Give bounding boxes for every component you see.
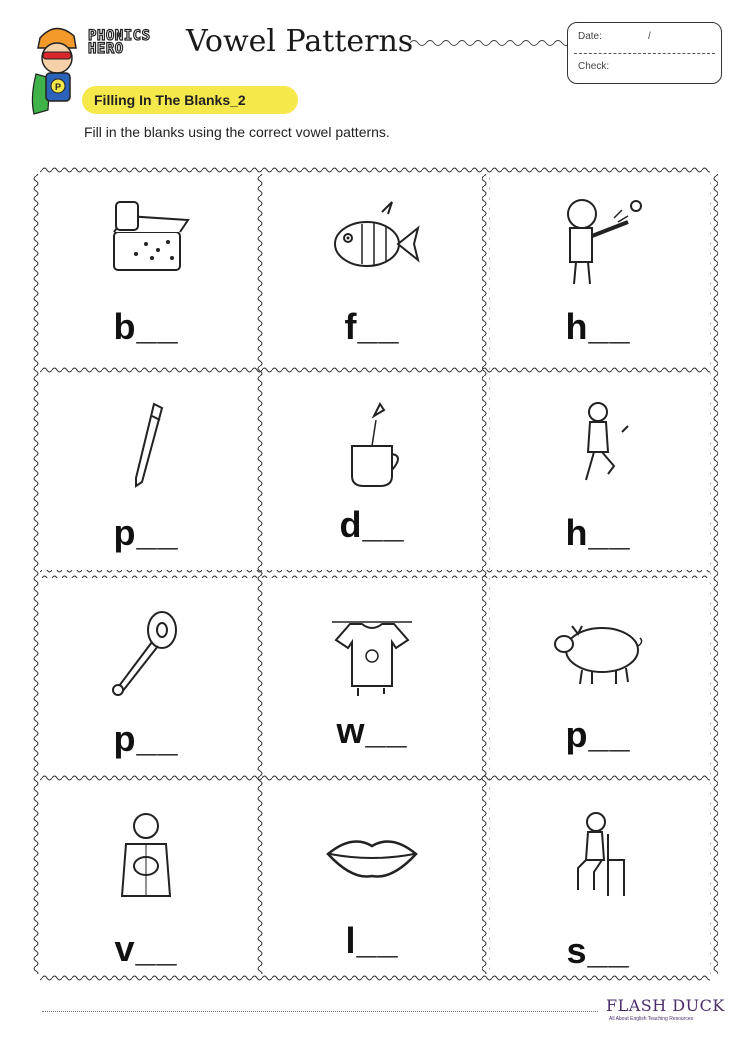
- worksheet-subtitle-badge: [82, 86, 298, 114]
- pig-icon: [548, 600, 648, 700]
- svg-text:P: P: [55, 82, 62, 92]
- date-divider: [574, 53, 715, 54]
- blank-word: h__: [565, 512, 631, 553]
- exercise-cell: [258, 778, 486, 982]
- blank-word: p__: [113, 512, 179, 553]
- bed-icon: [96, 192, 196, 292]
- exercise-cell: [258, 370, 486, 574]
- exercise-cell: [258, 574, 486, 778]
- exercise-cell: [32, 574, 260, 778]
- blank-word: p__: [113, 718, 179, 759]
- blank-word: p__: [565, 714, 631, 755]
- exercise-cell: [32, 778, 260, 982]
- flash-duck-logo: FLASH DUCK: [606, 996, 725, 1015]
- lips-icon: [322, 804, 422, 904]
- exercise-grid: [32, 166, 718, 982]
- blank-word: w__: [336, 710, 408, 751]
- footer-divider: [42, 1011, 598, 1012]
- blank-word: l__: [345, 920, 399, 961]
- blank-word: s__: [566, 930, 630, 971]
- brand-wordmark: PHONICS HERO: [88, 28, 151, 57]
- fish-icon: [322, 192, 422, 292]
- phonics-hero-logo-icon: [26, 18, 90, 118]
- blank-word: h__: [565, 306, 631, 347]
- wet-shirt-icon: [322, 600, 422, 700]
- worksheet-subtitle: Filling In The Blanks_2: [94, 92, 246, 108]
- page-title: Vowel Patterns: [186, 24, 414, 59]
- date-separator: /: [648, 31, 651, 42]
- pen-icon: [96, 396, 196, 496]
- footer-tagline: All About English Teaching Resources: [609, 1016, 694, 1022]
- vet-icon: [96, 804, 196, 904]
- girl-hopping-icon: [548, 396, 648, 496]
- title-wave-divider: [410, 38, 568, 48]
- date-label: Date:: [578, 31, 602, 42]
- blank-word: f__: [344, 306, 400, 347]
- exercise-cell: [484, 778, 712, 982]
- blank-word: d__: [339, 504, 405, 545]
- exercise-cell: [32, 166, 260, 370]
- boy-hitting-icon: [548, 192, 648, 292]
- exercise-cell: [484, 574, 712, 778]
- exercise-cell: [258, 166, 486, 370]
- blank-word: b__: [113, 306, 179, 347]
- dipping-teabag-icon: [322, 396, 422, 496]
- instruction-text: Fill in the blanks using the correct vowel patterns.: [84, 124, 390, 140]
- safety-pin-icon: [96, 600, 196, 700]
- date-check-box: [567, 22, 722, 84]
- exercise-cell: [484, 166, 712, 370]
- blank-word: v__: [114, 928, 178, 969]
- exercise-cell: [32, 370, 260, 574]
- exercise-cell: [484, 370, 712, 574]
- girl-sitting-icon: [548, 804, 648, 904]
- check-label: Check:: [578, 61, 610, 72]
